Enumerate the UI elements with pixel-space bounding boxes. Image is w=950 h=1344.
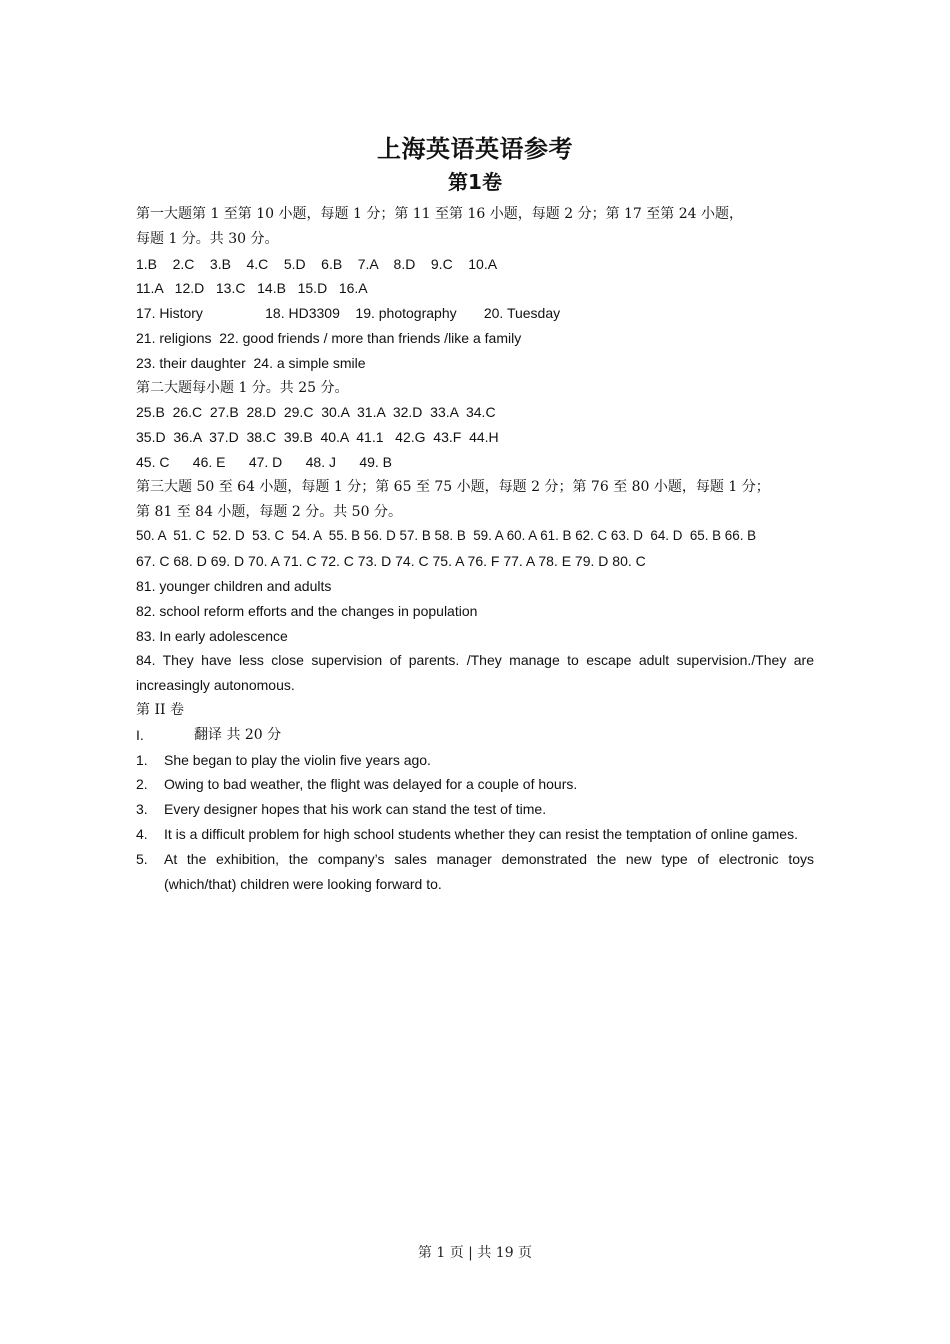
item-number: 1. bbox=[136, 751, 148, 768]
section-1-heading-line-1: 第一大题第 1 至第 10 小题，每题 1 分；第 11 至第 16 小题，每题 2 分；第 17 至第 24 小题， bbox=[136, 206, 743, 222]
part-title: 翻译 共 20 分 bbox=[194, 726, 282, 743]
answer-line: 25.B 26.C 27.B 28.D 29.C 30.A 31.A 32.D 33.A 34.C bbox=[136, 404, 496, 421]
item-number: 4. bbox=[136, 825, 148, 842]
section-1 bbox=[136, 202, 814, 376]
translation-item bbox=[136, 772, 814, 797]
part-number: I. bbox=[136, 726, 144, 743]
answer-line: 17. History 18. HD3309 19. photography 20. Tuesday bbox=[136, 305, 561, 322]
answer-line: 35.D 36.A 37.D 38.C 39.B 40.A 41.1 42.G 43.F 44.H bbox=[136, 429, 499, 446]
section-3-heading-line-2: 第 81 至 84 小题，每题 2 分。共 50 分。 bbox=[136, 503, 402, 520]
answer-line: 1.B 2.C 3.B 4.C 5.D 6.B 7.A 8.D 9.C 10.A bbox=[136, 255, 498, 272]
answer-line: 21. religions 22. good friends / more than friends /like a family bbox=[136, 329, 522, 346]
item-text: At the exhibition, the company’s sales manager demonstrated the new type of electronic toys (which/that) children were looking forward to. bbox=[164, 850, 814, 892]
section-1-heading-line-2: 每题 1 分。共 30 分。 bbox=[136, 230, 279, 247]
answer-line: 11.A 12.D 13.C 14.B 15.D 16.A bbox=[136, 280, 368, 297]
answer-line: 23. their daughter 24. a simple smile bbox=[136, 354, 366, 371]
answer-line: 81. younger children and adults bbox=[136, 577, 332, 594]
document-content bbox=[136, 132, 814, 896]
answer-line: 83. In early adolescence bbox=[136, 627, 288, 644]
section-3-heading-line-1: 第三大题 50 至 64 小题，每题 1 分；第 65 至 75 小题，每题 2 分；第 76 至 80 小题，每题 1 分； bbox=[136, 478, 770, 495]
answer-line: 50. A 51. C 52. D 53. C 54. A 55. B 56. D 57. B 58. B 59. A 60. A 61. B 62. C 63. D 64. D 65. B 66. B bbox=[136, 528, 757, 544]
volume-1-title: 第1卷 bbox=[448, 170, 502, 194]
section-3 bbox=[136, 475, 814, 698]
translation-item bbox=[136, 847, 814, 897]
translation-part-heading bbox=[136, 723, 814, 748]
section-2 bbox=[136, 376, 814, 475]
page-footer: 第 1 页 | 共 19 页 bbox=[417, 1245, 533, 1261]
section-2-heading: 第二大题每小题 1 分。共 25 分。 bbox=[136, 379, 349, 396]
item-text: She began to play the violin five years ago. bbox=[164, 751, 431, 768]
volume-2-heading: 第 II 卷 bbox=[136, 701, 184, 718]
answer-84: 84. They have less close supervision of parents. /They manage to escape adult supervision./They are increasingly autonomous. bbox=[136, 652, 814, 694]
item-text: Owing to bad weather, the flight was delayed for a couple of hours. bbox=[164, 776, 578, 793]
item-number: 5. bbox=[136, 850, 148, 867]
document-title: 上海英语英语参考 bbox=[377, 135, 573, 163]
item-number: 2. bbox=[136, 776, 148, 793]
translation-item bbox=[136, 822, 814, 847]
answer-line: 82. school reform efforts and the changes in population bbox=[136, 602, 478, 619]
item-text: It is a difficult problem for high school students whether they can resist the temptation of online games. bbox=[164, 825, 798, 842]
item-text: Every designer hopes that his work can stand the test of time. bbox=[164, 801, 547, 818]
answer-line: 45. C 46. E 47. D 48. J 49. B bbox=[136, 453, 393, 470]
item-number: 3. bbox=[136, 801, 148, 818]
translation-item bbox=[136, 748, 814, 773]
translation-item bbox=[136, 797, 814, 822]
answer-line: 67. C 68. D 69. D 70. A 71. C 72. C 73. D 74. C 75. A 76. F 77. A 78. E 79. D 80. C bbox=[136, 553, 646, 570]
volume-2 bbox=[136, 698, 814, 896]
